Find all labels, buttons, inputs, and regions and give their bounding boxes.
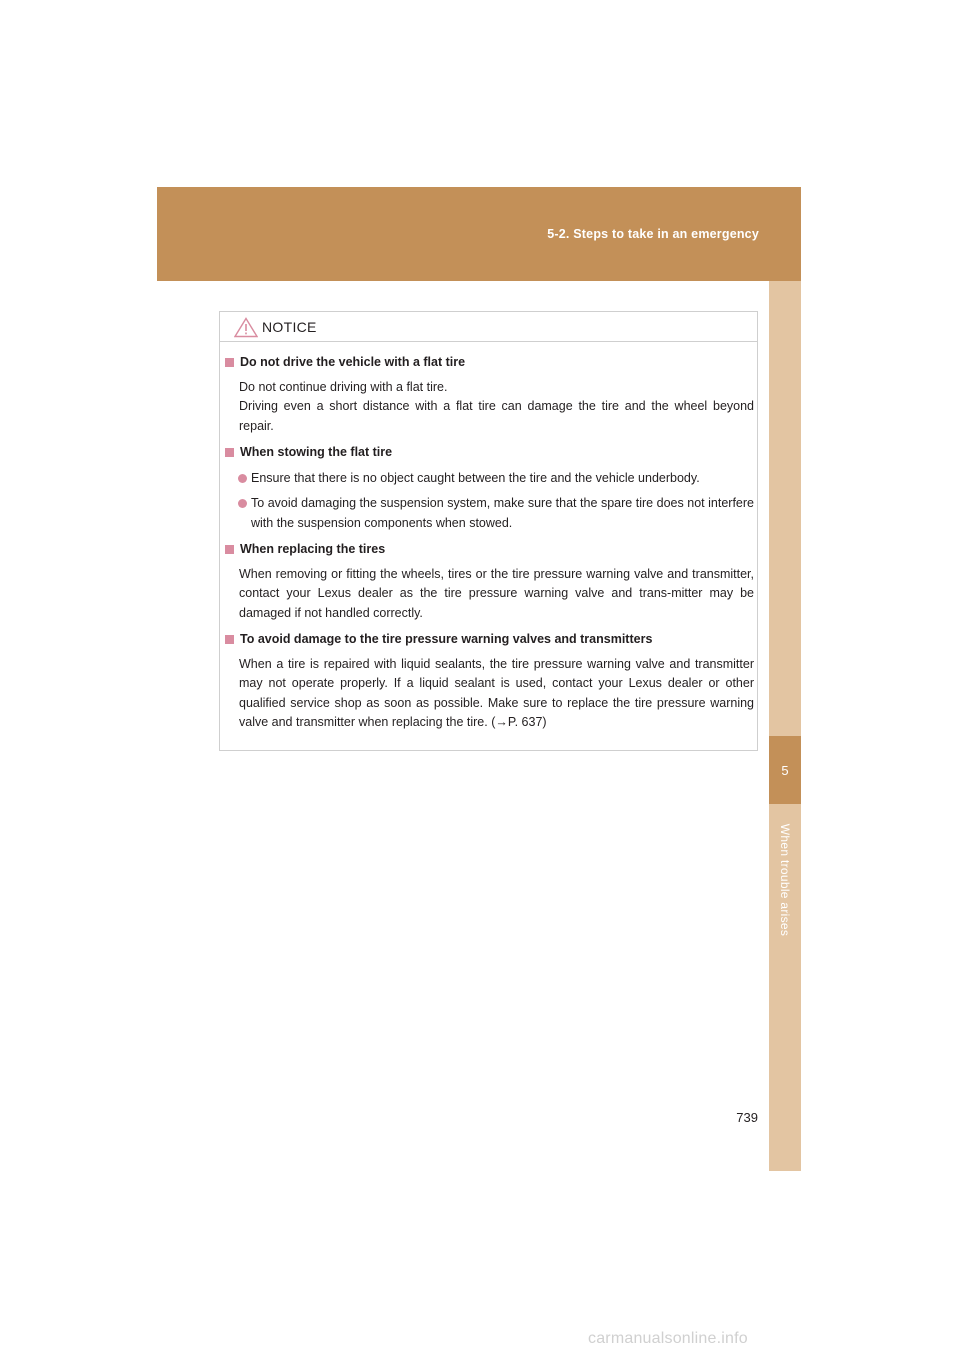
warning-triangle-icon — [234, 317, 258, 338]
list-item-text: Ensure that there is no object caught between the tire and the vehicle underbody. — [251, 470, 700, 485]
square-bullet-icon — [225, 448, 234, 457]
round-bullet-icon — [238, 474, 247, 483]
round-bullet-icon — [238, 499, 247, 508]
section-heading: Do not drive the vehicle with a flat tire — [240, 355, 466, 369]
notice-header — [220, 312, 757, 342]
watermark: carmanualsonline.info — [588, 1330, 748, 1347]
list-item-text: To avoid damaging the suspension system, make sure that the spare tire does not interfere with the suspension components when stowed. — [251, 496, 754, 530]
chapter-number-tab: 5 — [769, 736, 801, 804]
section-title: 5-2. Steps to take in an emergency — [547, 227, 759, 241]
notice-body — [224, 353, 754, 740]
notice-title: NOTICE — [262, 319, 317, 335]
section-text: When removing or fitting the wheels, tires or the tire pressure warning valve and transmitter, contact your Lexus dealer as the tire pressure warning valve and trans-mitter may be damaged if not handled correctly. — [239, 566, 754, 620]
page-number: 739 — [736, 1110, 758, 1125]
section-text: Driving even a short distance with a flat tire can damage the tire and the wheel beyond repair. — [239, 399, 754, 433]
notice-section — [224, 540, 754, 623]
notice-section — [224, 630, 754, 733]
section-text: When a tire is repaired with liquid sealants, the tire pressure warning valve and transmitter may not operate properly. If a liquid sealant is used, contact your Lexus dealer or other qualified service shop as soon as possible. Make sure to replace the tire pressure warning valve and transmitter when replacing the tire. (→P. 637) — [239, 656, 754, 729]
section-heading: When stowing the flat tire — [240, 445, 393, 459]
square-bullet-icon — [225, 545, 234, 554]
notice-section — [224, 353, 754, 436]
square-bullet-icon — [225, 358, 234, 367]
notice-box — [219, 311, 758, 751]
section-text: Do not continue driving with a flat tire. — [239, 379, 448, 394]
section-heading: When replacing the tires — [240, 542, 386, 556]
chapter-title: When trouble arises — [778, 823, 793, 936]
section-heading: To avoid damage to the tire pressure warning valves and transmitters — [240, 632, 653, 646]
square-bullet-icon — [225, 635, 234, 644]
list-item — [224, 494, 754, 533]
header-band — [157, 187, 801, 281]
list-item — [224, 469, 754, 489]
side-strip — [769, 281, 801, 1171]
chapter-title-tab — [769, 812, 801, 947]
notice-section — [224, 443, 754, 533]
